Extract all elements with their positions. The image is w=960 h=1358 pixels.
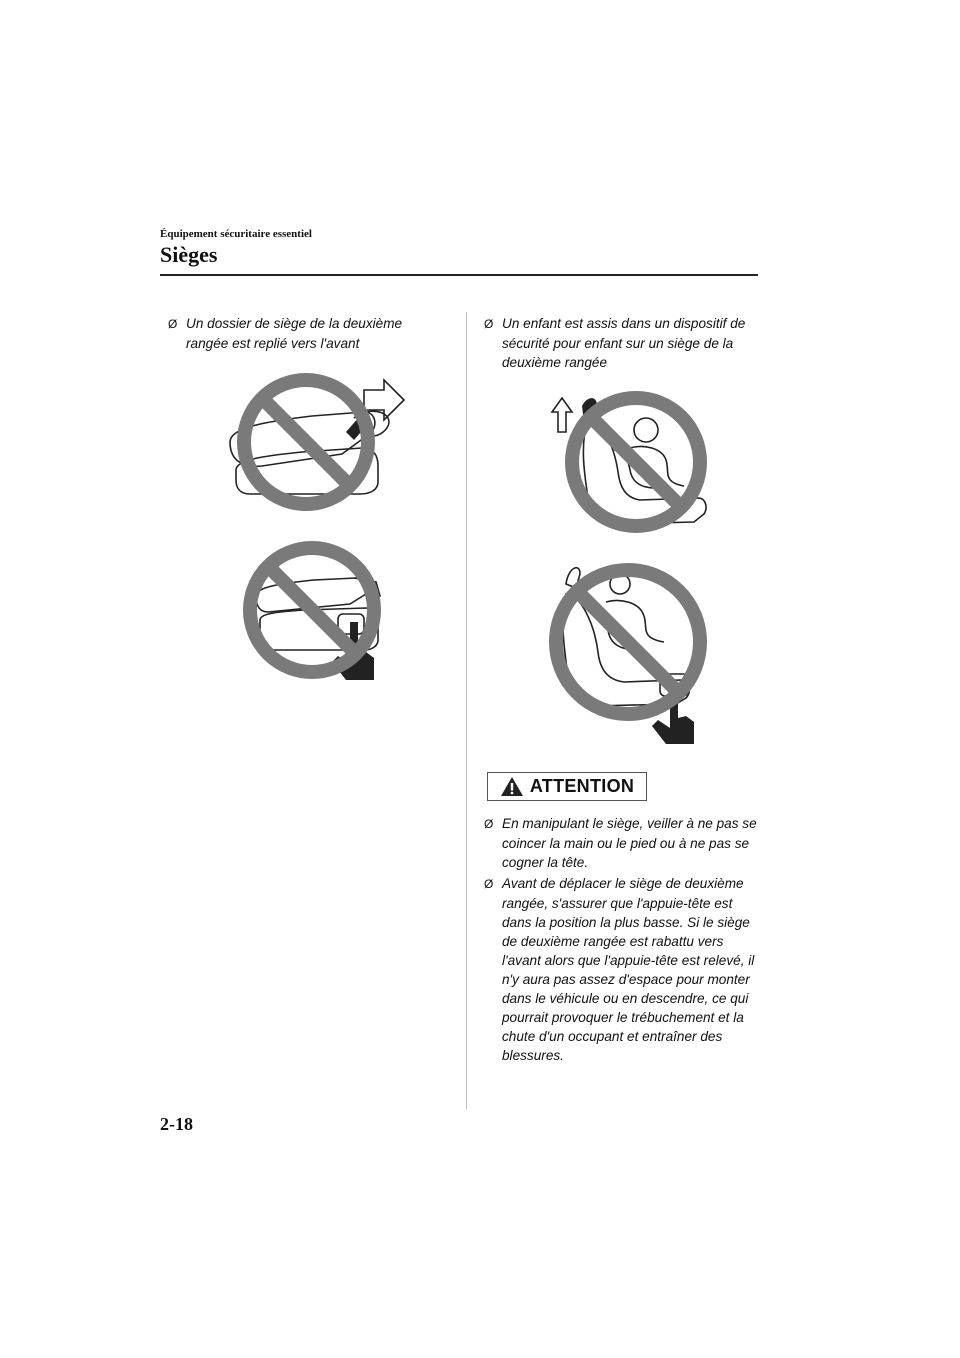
attention-bullet-1 bbox=[484, 814, 760, 872]
attention-bullet-list bbox=[484, 814, 760, 1067]
prohibition-icon bbox=[250, 548, 374, 672]
attention-bullet-2 bbox=[484, 874, 760, 1065]
bullet-arrow-icon: Ø bbox=[484, 877, 494, 891]
right-bullet bbox=[484, 314, 772, 372]
column-divider bbox=[466, 312, 467, 1109]
child-seat-button-prohibited-figure bbox=[540, 558, 716, 748]
prohibition-icon bbox=[572, 398, 700, 526]
bullet-arrow-icon: Ø bbox=[484, 317, 494, 331]
attention-box bbox=[487, 772, 647, 801]
title-rule bbox=[160, 274, 758, 276]
attention-label: ATTENTION bbox=[529, 776, 635, 796]
seatback-fold-prohibited-figure bbox=[222, 370, 412, 518]
section-label: Équipement sécuritaire essentiel bbox=[160, 228, 312, 240]
attention-bullet-2-text: Avant de déplacer le siège de deuxième rangée, s'assurer que l'appuie-tête est dans la position la plus basse. Si le siège de deuxième rangée est rabattu vers l'avant alors que l'appuie-tête est relevé, il n'y aura pas assez d'espace pour monter dans le véhicule ou en descendre, ce qui pourrait provoquer le trébuchement et la chute d'un occupant et entraîner des blessures. bbox=[502, 876, 755, 1063]
attention-bullet-1-text: En manipulant le siège, veiller à ne pas se coincer la main ou le pied ou à ne pas se cogner la tête. bbox=[502, 816, 757, 870]
warning-triangle-icon bbox=[500, 776, 524, 797]
left-bullet bbox=[168, 314, 448, 353]
bullet-arrow-icon: Ø bbox=[168, 317, 178, 331]
seat-button-prohibited-figure bbox=[234, 538, 384, 688]
child-seat-lever-prohibited-figure bbox=[544, 388, 712, 538]
prohibition-icon bbox=[244, 380, 368, 504]
page-number: 2-18 bbox=[160, 1114, 193, 1134]
page-title: Sièges bbox=[160, 242, 218, 267]
left-bullet-text: Un dossier de siège de la deuxième rangée est replié vers l'avant bbox=[186, 316, 403, 351]
right-bullet-text: Un enfant est assis dans un dispositif de sécurité pour enfant sur un siège de la deuxième rangée bbox=[502, 316, 746, 370]
prohibition-icon bbox=[556, 570, 700, 714]
bullet-arrow-icon: Ø bbox=[484, 817, 494, 831]
